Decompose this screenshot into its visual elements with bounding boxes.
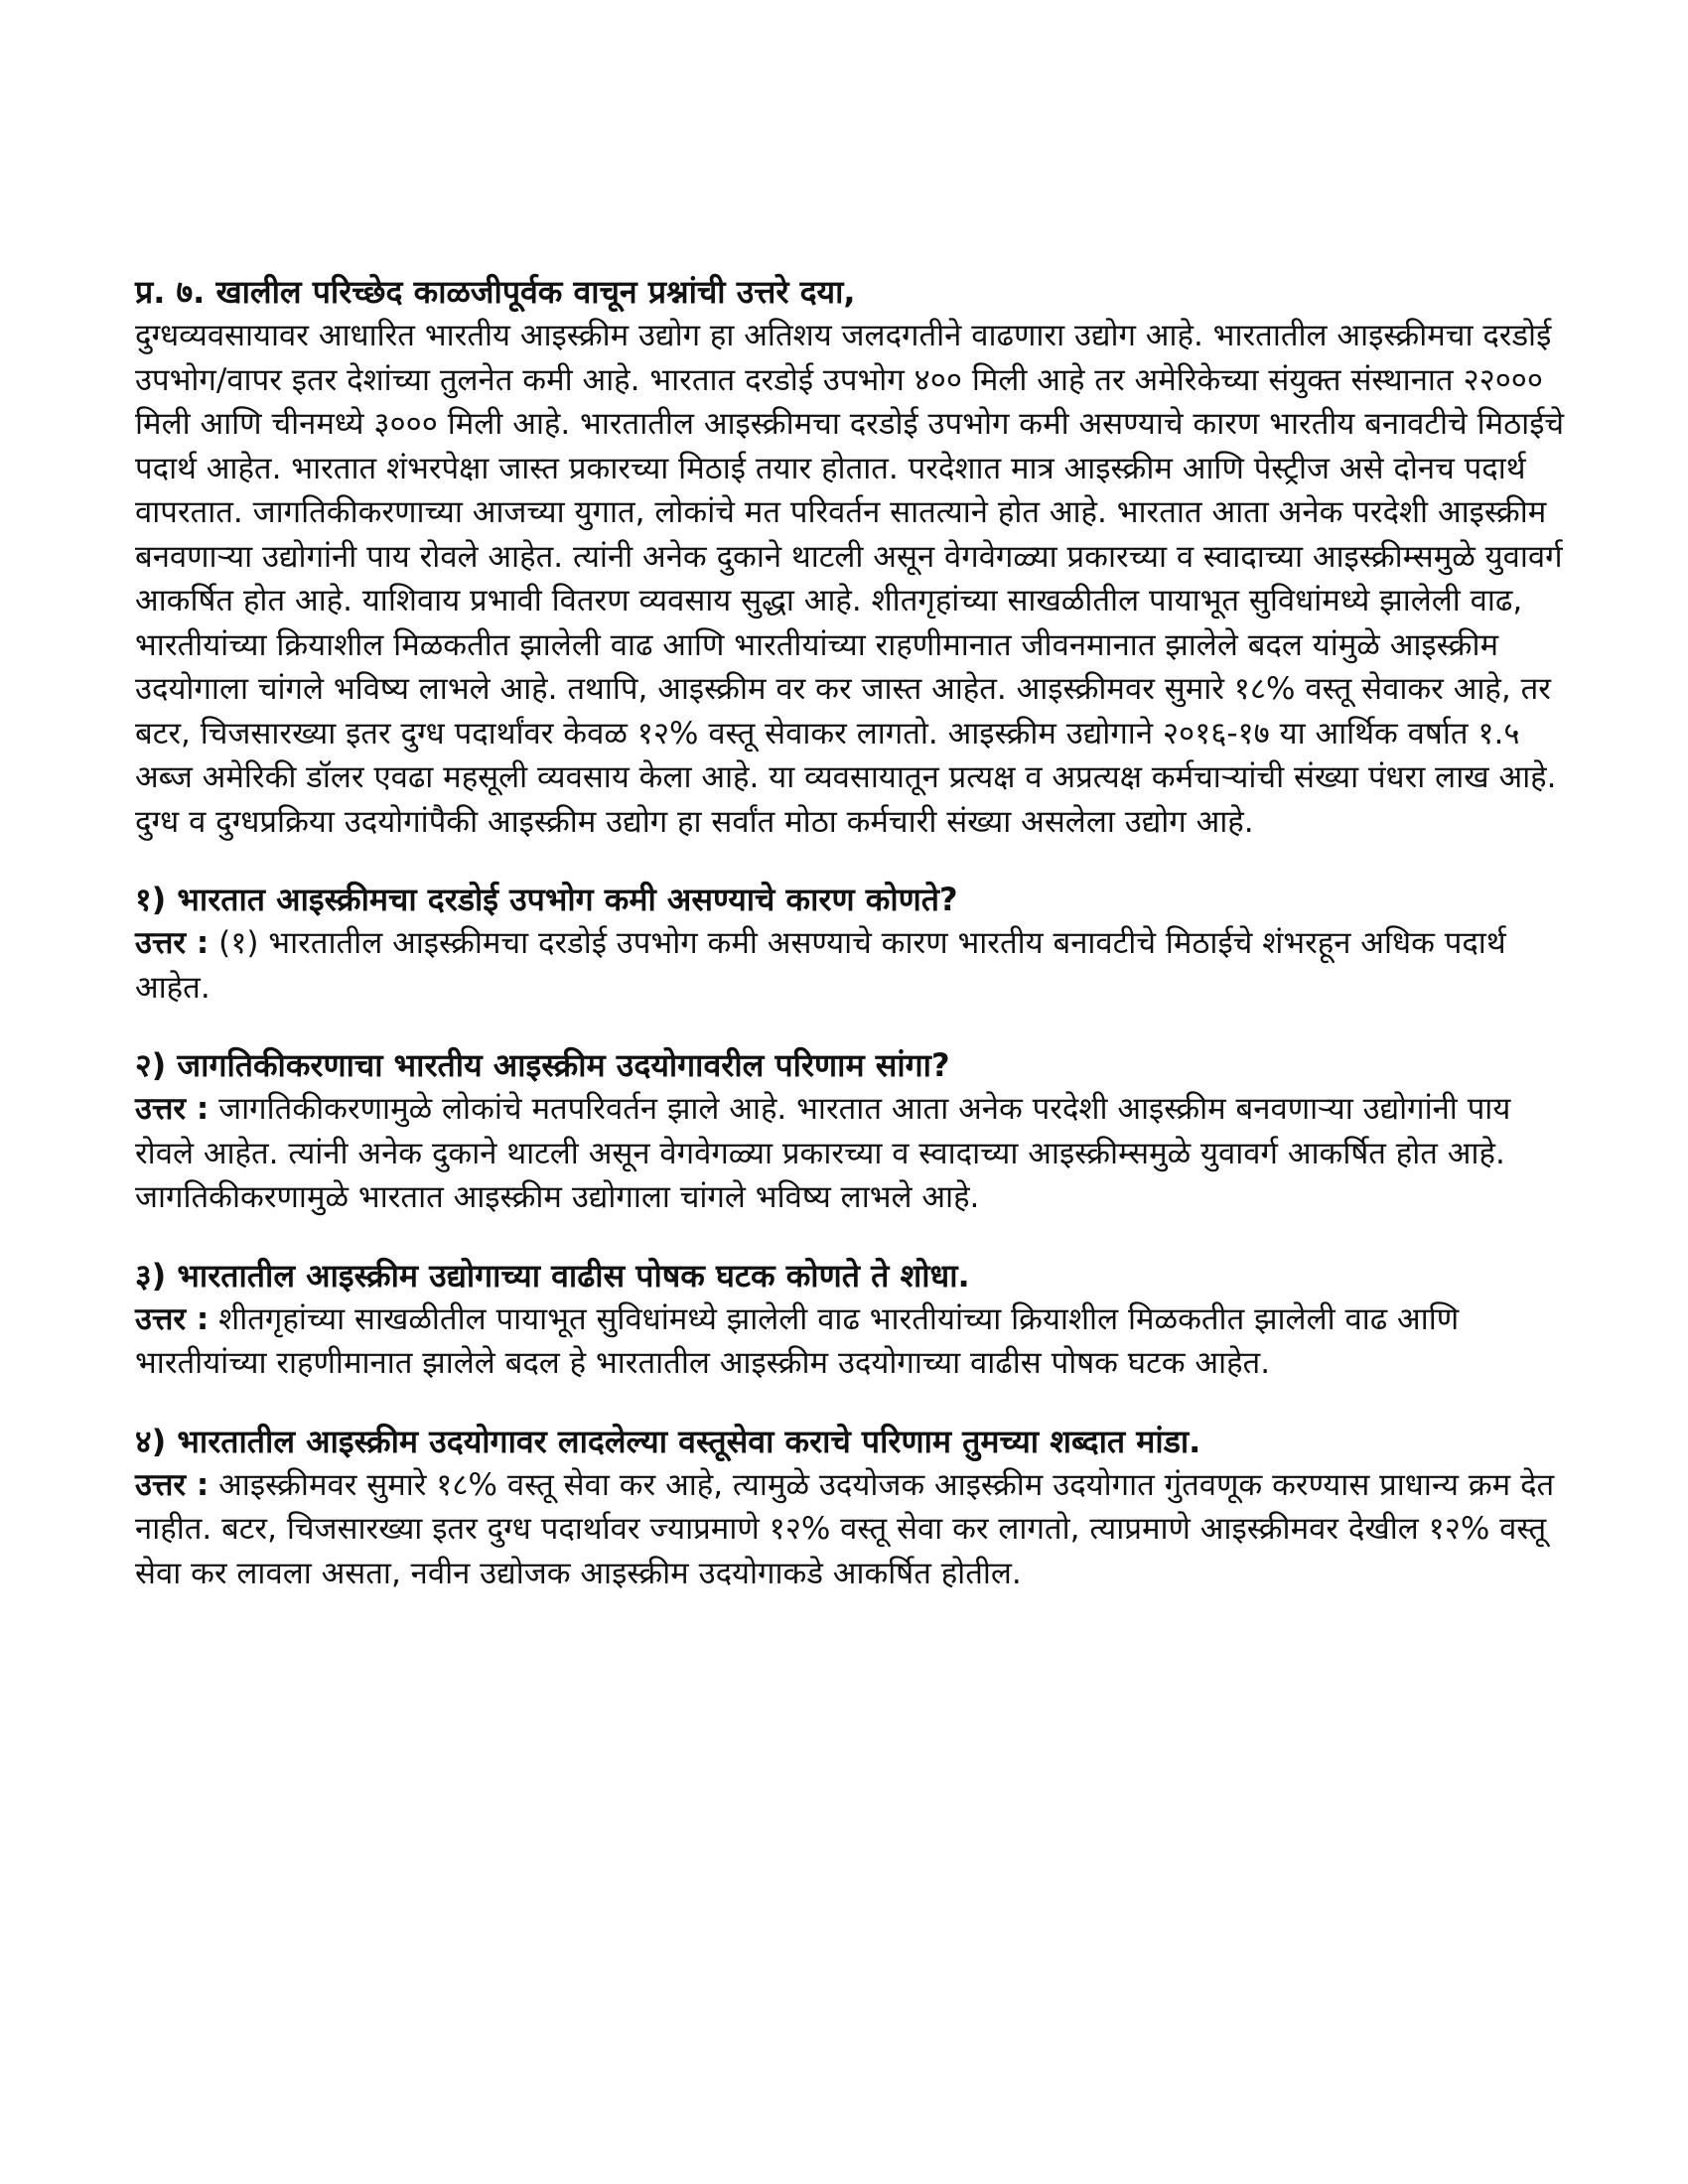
answer-1 — [135, 921, 1565, 1010]
question-heading: प्र. ७. खालील परिच्छेद काळजीपूर्वक वाचून प्रश्नांची उत्तरे दया, — [135, 273, 856, 311]
answer-3-text: शीतगृहांच्या साखळीतील पायाभूत सुविधांमध्ये झालेली वाढ भारतीयांच्या क्रियाशील मिळकतीत झालेली वाढ आणि भारतीयांच्या राहणीमानात झालेले बदल हे भारतातील आइस्क्रीम उदयोगाच्या वाढीस पोषक घटक आहेत. — [135, 1300, 1460, 1381]
answer-3 — [135, 1297, 1565, 1386]
answer-1-text: (१) भारतातील आइस्क्रीमचा दरडोई उपभोग कमी असण्याचे कारण भारतीय बनावटीचे मिठाईचे शंभरहून अधिक पदार्थ आहेत. — [135, 925, 1506, 1006]
question-1: १) भारतात आइस्क्रीमचा दरडोई उपभोग कमी असण्याचे कारण कोणते? — [135, 881, 958, 918]
qa-item-4 — [135, 1420, 1565, 1596]
document-page — [135, 270, 1565, 1595]
question-4: ४) भारतातील आइस्क्रीम उदयोगावर लादलेल्या वस्तूसेवा कराचे परिणाम तुमच्या शब्दात मांडा. — [135, 1422, 1201, 1460]
answer-2-text: जागतिकीकरणामुळे लोकांचे मतपरिवर्तन झाले आहे. भारतात आता अनेक परदेशी आइस्क्रीम बनवणाऱ्या उद्योगांनी पाय रोवले आहेत. त्यांनी अनेक दुकाने थाटली असून वेगवेगळ्या प्रकारच्या व स्वादाच्या आइस्क्रीम्समुळे युवावर्ग आकर्षित होत आहे. जागतिकीकरणामुळे भारतात आइस्क्रीम उद्योगाला चांगले भविष्य लाभले आहे. — [135, 1091, 1511, 1215]
comprehension-passage: दुग्धव्यवसायावर आधारित भारतीय आइस्क्रीम उद्योग हा अतिशय जलदगतीने वाढणारा उद्योग आहे. भारतातील आइस्क्रीमचा दरडोई उपभोग/वापर इतर देशांच्या तुलनेत कमी आहे. भारतात दरडोई उपभोग ४०० मिली आहे तर अमेरिकेच्या संयुक्त संस्थानात २२००० मिली आणि चीनमध्ये ३००० मिली आहे. भारतातील आइस्क्रीमचा दरडोई उपभोग कमी असण्याचे कारण भारतीय बनावटीचे मिठाईचे पदार्थ आहेत. भारतात शंभरपेक्षा जास्त प्रकारच्या मिठाई तयार होतात. परदेशात मात्र आइस्क्रीम आणि पेस्ट्रीज असे दोनच पदार्थ वापरतात. जागतिकीकरणाच्या आजच्या युगात, लोकांचे मत परिवर्तन सातत्याने होत आहे. भारतात आता अनेक परदेशी आइस्क्रीम बनवणाऱ्या उद्योगांनी पाय रोवले आहेत. त्यांनी अनेक दुकाने थाटली असून वेगवेगळ्या प्रकारच्या व स्वादाच्या आइस्क्रीम्समुळे युवावर्ग आकर्षित होत आहे. याशिवाय प्रभावी वितरण व्यवसाय सुद्धा आहे. शीतगृहांच्या साखळीतील पायाभूत सुविधांमध्ये झालेली वाढ, भारतीयांच्या क्रियाशील मिळकतीत झालेली वाढ आणि भारतीयांच्या राहणीमानात जीवनमानात झालेले बदल यांमुळे आइस्क्रीम उदयोगाला चांगले भविष्य लाभले आहे. तथापि, आइस्क्रीम वर कर जास्त आहेत. आइस्क्रीमवर सुमारे १८% वस्तू सेवाकर आहे, तर बटर, चिजसारख्या इतर दुग्ध पदार्थांवर केवळ १२% वस्तू सेवाकर लागतो. आइस्क्रीम उद्योगाने २०१६-१७ या आर्थिक वर्षात १.५ अब्ज अमेरिकी डॉलर एवढा महसूली व्यवसाय केला आहे. या व्यवसायातून प्रत्यक्ष व अप्रत्यक्ष कर्मचाऱ्यांची संख्या पंधरा लाख आहे. दुग्ध व दुग्धप्रक्रिया उदयोगांपैकी आइस्क्रीम उद्योग हा सर्वांत मोठा कर्मचारी संख्या असलेला उद्योग आहे. — [135, 318, 1565, 840]
answer-4-text: आइस्क्रीमवर सुमारे १८% वस्तू सेवा कर आहे, त्यामुळे उदयोजक आइस्क्रीम उदयोगात गुंतवणूक करण्यास प्राधान्य क्रम देत नाहीत. बटर, चिजसारख्या इतर दुग्ध पदार्थावर ज्याप्रमाणे १२% वस्तू सेवा कर लागतो, त्याप्रमाणे आइस्क्रीमवर देखील १२% वस्तू सेवा कर लावला असता, नवीन उद्योजक आइस्क्रीम उदयोगाकडे आकर्षित होतील. — [135, 1466, 1555, 1591]
answer-label: उत्तर : — [135, 1466, 210, 1503]
question-3: ३) भारतातील आइस्क्रीम उद्योगाच्या वाढीस पोषक घटक कोणते ते शोधा. — [135, 1256, 970, 1295]
qa-item-3 — [135, 1254, 1565, 1386]
question-2: २) जागतिकीकरणाचा भारतीय आइस्क्रीम उदयोगावरील परिणाम सांगा? — [135, 1046, 950, 1084]
qa-item-1 — [135, 878, 1565, 1010]
qa-item-2 — [135, 1043, 1565, 1220]
answer-label: उत्तर : — [135, 925, 210, 961]
answer-2 — [135, 1087, 1565, 1220]
answer-label: उत्तर : — [135, 1300, 210, 1337]
answer-4 — [135, 1463, 1565, 1596]
answer-label: उत्तर : — [135, 1091, 210, 1127]
